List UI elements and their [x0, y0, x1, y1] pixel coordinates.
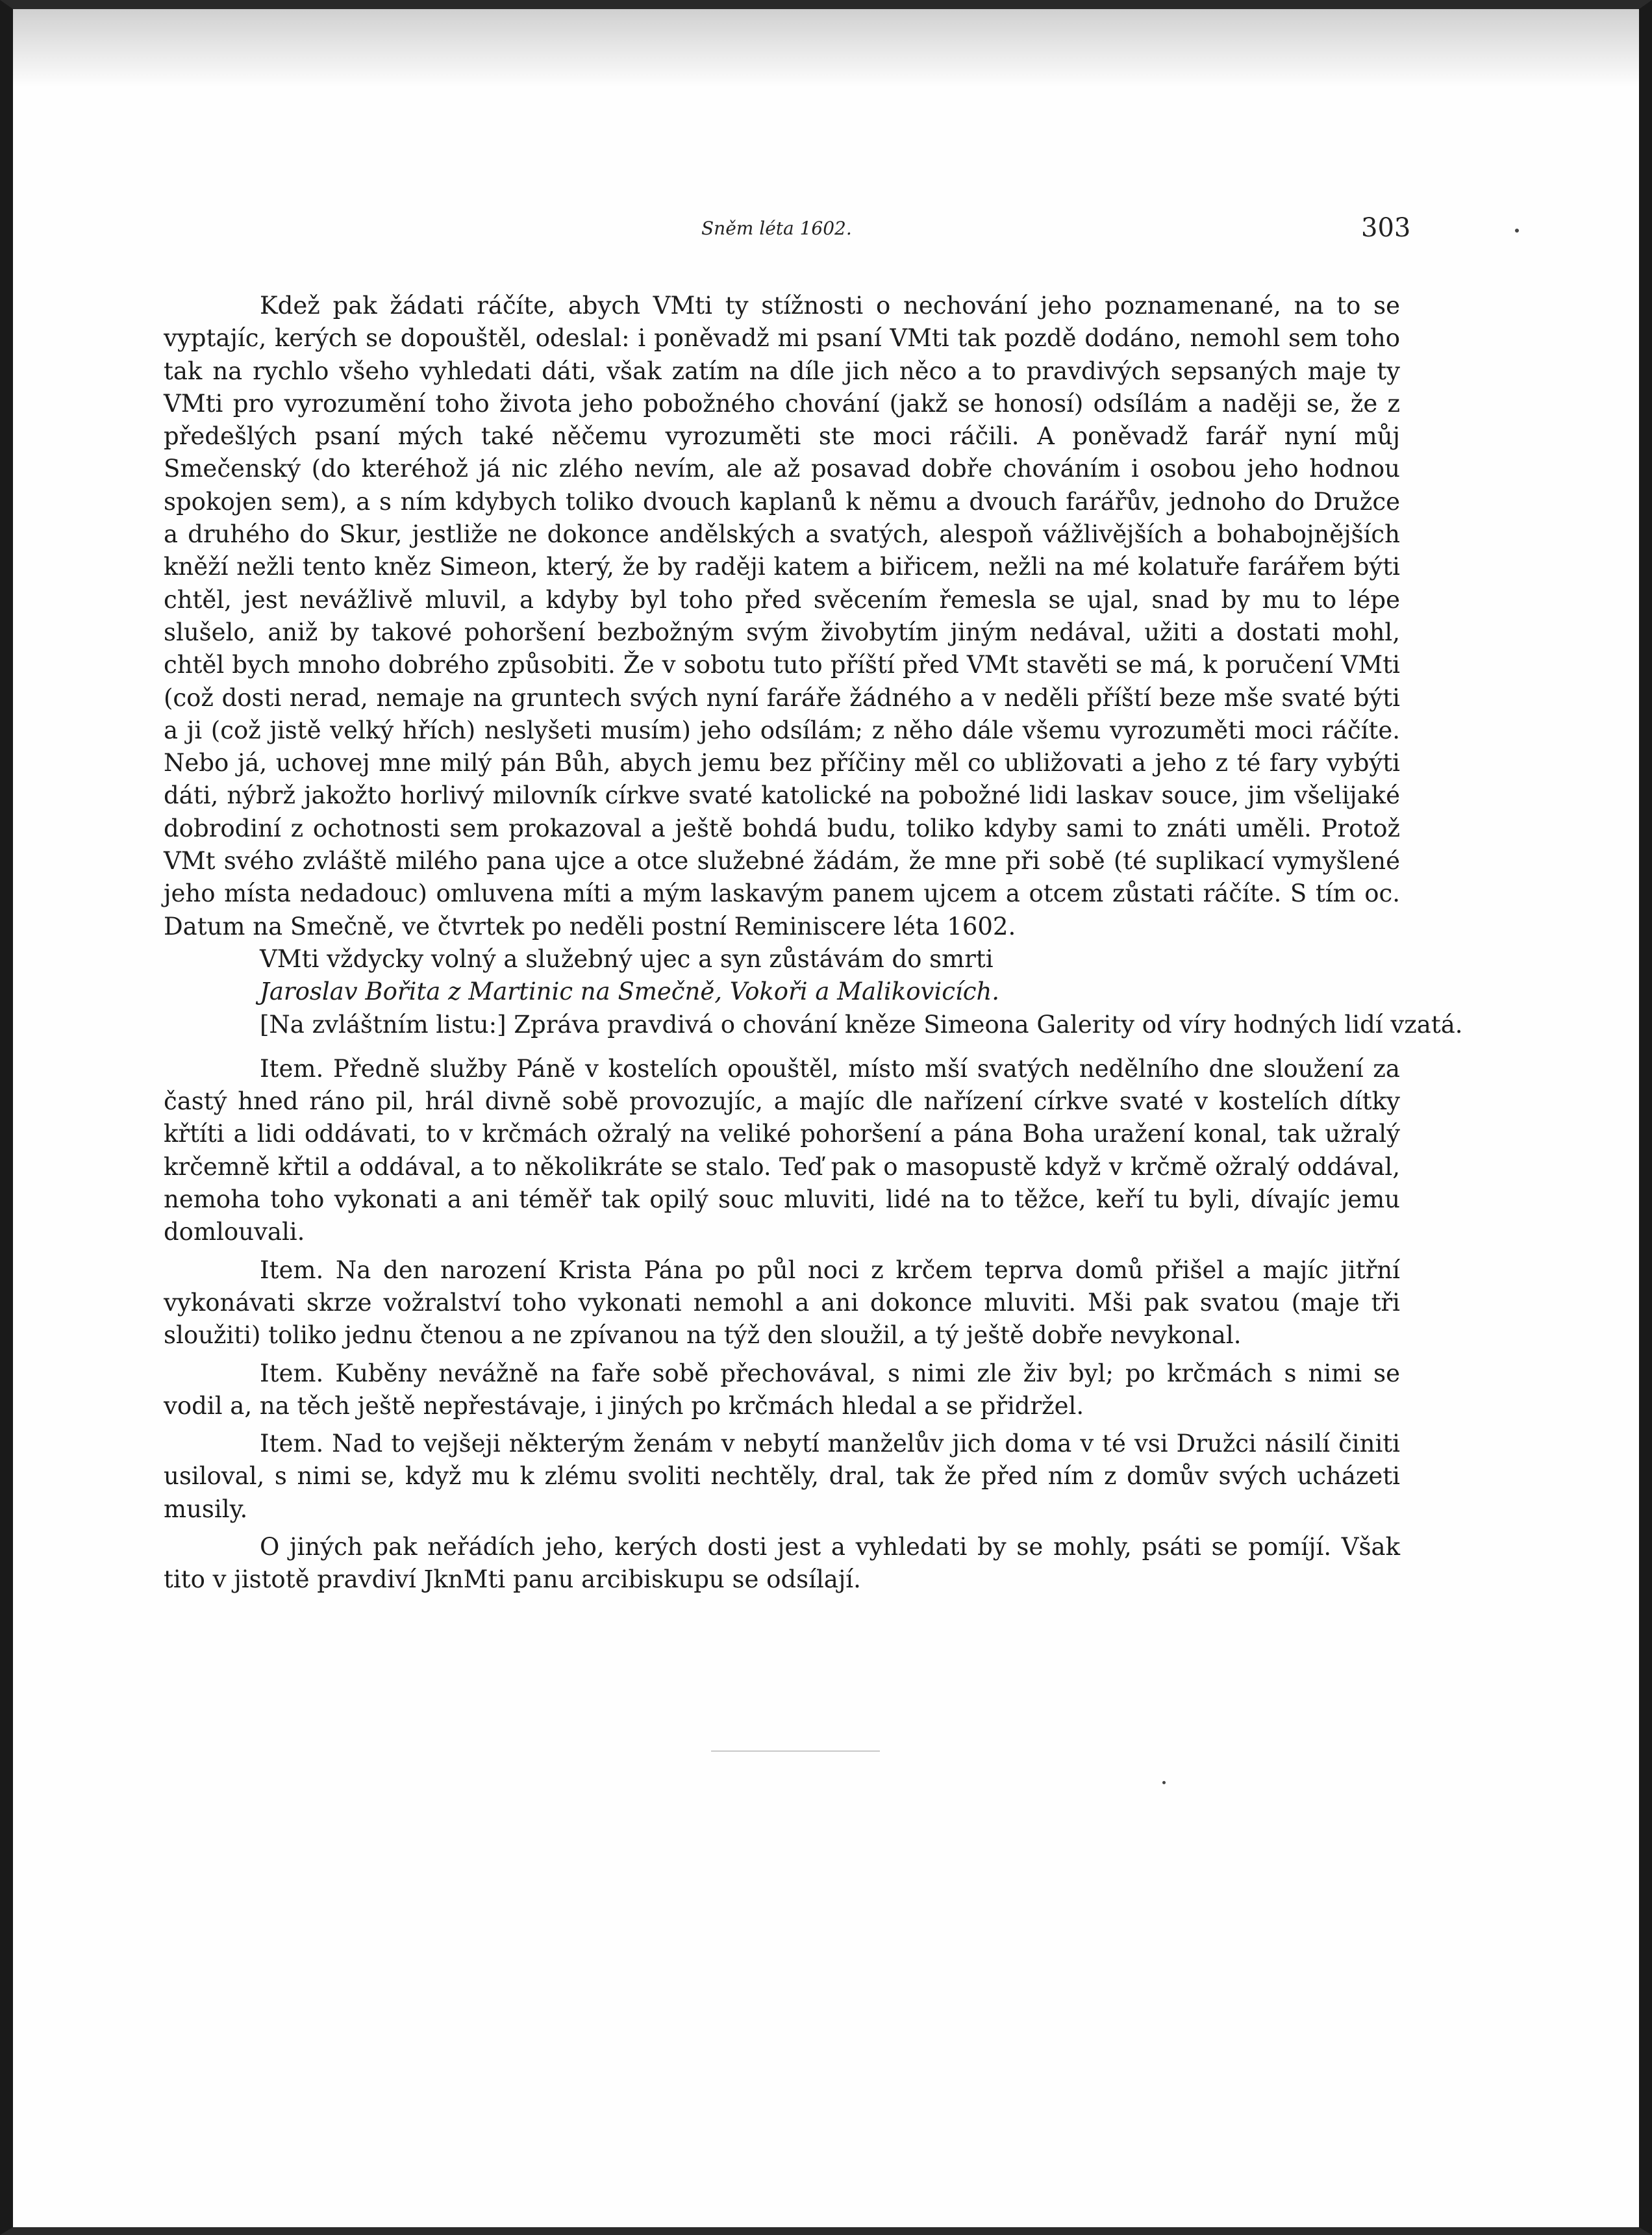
body-text	[164, 290, 1463, 1597]
running-head: Sněm léta 1602.	[701, 218, 852, 239]
report-item: O jiných pak neřádích jeho, kerých dosti jest a vyhledati by se mohly, psáti se pomíjí. Však tito v jistotě pravdiví JknMti panu arcibiskupu se odsílají.	[164, 1532, 1400, 1594]
page-number: 303	[1361, 213, 1411, 243]
letter-signature: Jaroslav Bořita z Martinic na Smečně, Vokoři a Malikovicích.	[260, 978, 1000, 1006]
report-item: Item. Kuběny nevážně na faře sobě přechovával, s nimi zle živ byl; po krčmách s nimi se vodil a, na těch ještě nepřestávaje, i jiných po krčmách hledal a se přidržel.	[164, 1359, 1400, 1420]
scan-shadow	[13, 9, 1639, 87]
report-item: Item. Nad to vejšeji některým ženám v nebytí manželův jich doma v té vsi Družci násilí činiti usiloval, s nimi se, když mu k zlému svoliti nechtěly, dral, tak že před ním z domův svých ucházeti musily.	[164, 1430, 1400, 1523]
closing-rule	[711, 1750, 880, 1752]
stray-mark	[1515, 229, 1519, 233]
report-item: Item. Předně služby Páně v kostelích opouštěl, místo mší svatých nedělního dne sloužení za častý hned ráno pil, hrál divně sobě provozujíc, a majíc dle nařízení církve svaté v kostelích dítky křtíti a lidi oddávati, to v krčmách ožralý na veliké pohoršení a pána Boha uražení konal, tak užralý krčemně křtil a oddával, a to několikráte se stalo. Teď pak o masopustě když v krčmě ožralý oddával, nemoha toho vykonati a ani téměř tak opilý souc mluviti, lidé na to těžce, keří tu byli, dívajíc jemu domlouvali.	[164, 1054, 1400, 1246]
letter-body: Kdež pak žádati ráčíte, abych VMti ty stížnosti o nechování jeho poznamenané, na to se vyptajíc, kerých se dopouštěl, odeslal: i poněvadž mi psaní VMti tak pozdě dodáno, nemohl sem toho tak na rychlo všeho vyhledati dáti, však zatím na díle jich něco a to pravdivých sepsaných maje ty VMti pro vyrozumění toho života jeho pobožného chování (jakž se honosí) odsílám a naději se, že z předešlých psaní mých také něčemu vyrozuměti ste moci ráčili. A poněvadž farář nyní můj Smečenský (do kteréhož já nic zlého nevím, ale až posavad dobře chováním i osobou jeho hodnou spokojen sem), a s ním kdybych toliko dvouch kaplanů k němu a dvouch farářův, jednoho do Družce a druhého do Skur, jestliže ne dokonce andělských a svatých, alespoň vážlivějších a bohabojnějších kněží nežli tento kněz Simeon, který, že by raději katem a biřicem, nežli na mé kolatuře farářem býti chtěl, jest nevážlivě mluvil, a kdyby byl toho před svěcením řemesla se ujal, snad by mu to lépe slušelo, aniž by takové pohoršení bezbožným svým živobytím jiným nedával, užiti a dostati mohl, chtěl bych mnoho dobrého způsobiti. Že v sobotu tuto příští před VMt stavěti se má, k poručení VMti (což dosti nerad, nemaje na gruntech svých nyní faráře žádného a v neděli příští beze mše svaté býti a ji (což jistě velký hřích) neslyšeti musím) jeho odsílám; z něho dále všemu vyrozuměti moci ráčíte. Nebo já, uchovej mne milý pán Bůh, abych jemu bez příčiny měl co ubližovati a jeho z té fary vybýti dáti, nýbrž jakožto horlivý milovník církve svaté katolické na pobožné lidi laskav souce, jim všelijaké dobrodiní z ochotnosti sem prokazoval a ještě bohdá budu, toliko kdyby sami to znáti uměli. Protož VMt svého zvláště milého pana ujce a otce služebné žádám, že mne při sobě (té suplikací vymyšlené jeho místa nedadouc) omluvena míti a mým laskavým panem ujcem a otcem zůstati ráčíte. S tím oc. Datum na Smečně, ve čtvrtek po neděli postní Reminiscere léta 1602.	[164, 292, 1400, 941]
stray-mark	[1162, 1781, 1166, 1784]
report-heading: [Na zvláštním listu:] Zpráva pravdivá o chování kněze Simeona Galerity od víry hodných lidí vzatá.	[260, 1010, 1463, 1039]
letter-closing: VMti vždycky volný a služebný ujec a syn zůstávám do smrti	[260, 944, 994, 973]
report-item: Item. Na den narození Krista Pána po půl noci z krčem teprva domů přišel a majíc jitřní vykonávati skrze vožralství toho vykonati nemohl a ani dokonce mluviti. Mši pak svatou (maje tři sloužiti) toliko jednu čtenou a ne zpívanou na týž den sloužil, a tý ještě dobře nevykonal.	[164, 1256, 1400, 1350]
